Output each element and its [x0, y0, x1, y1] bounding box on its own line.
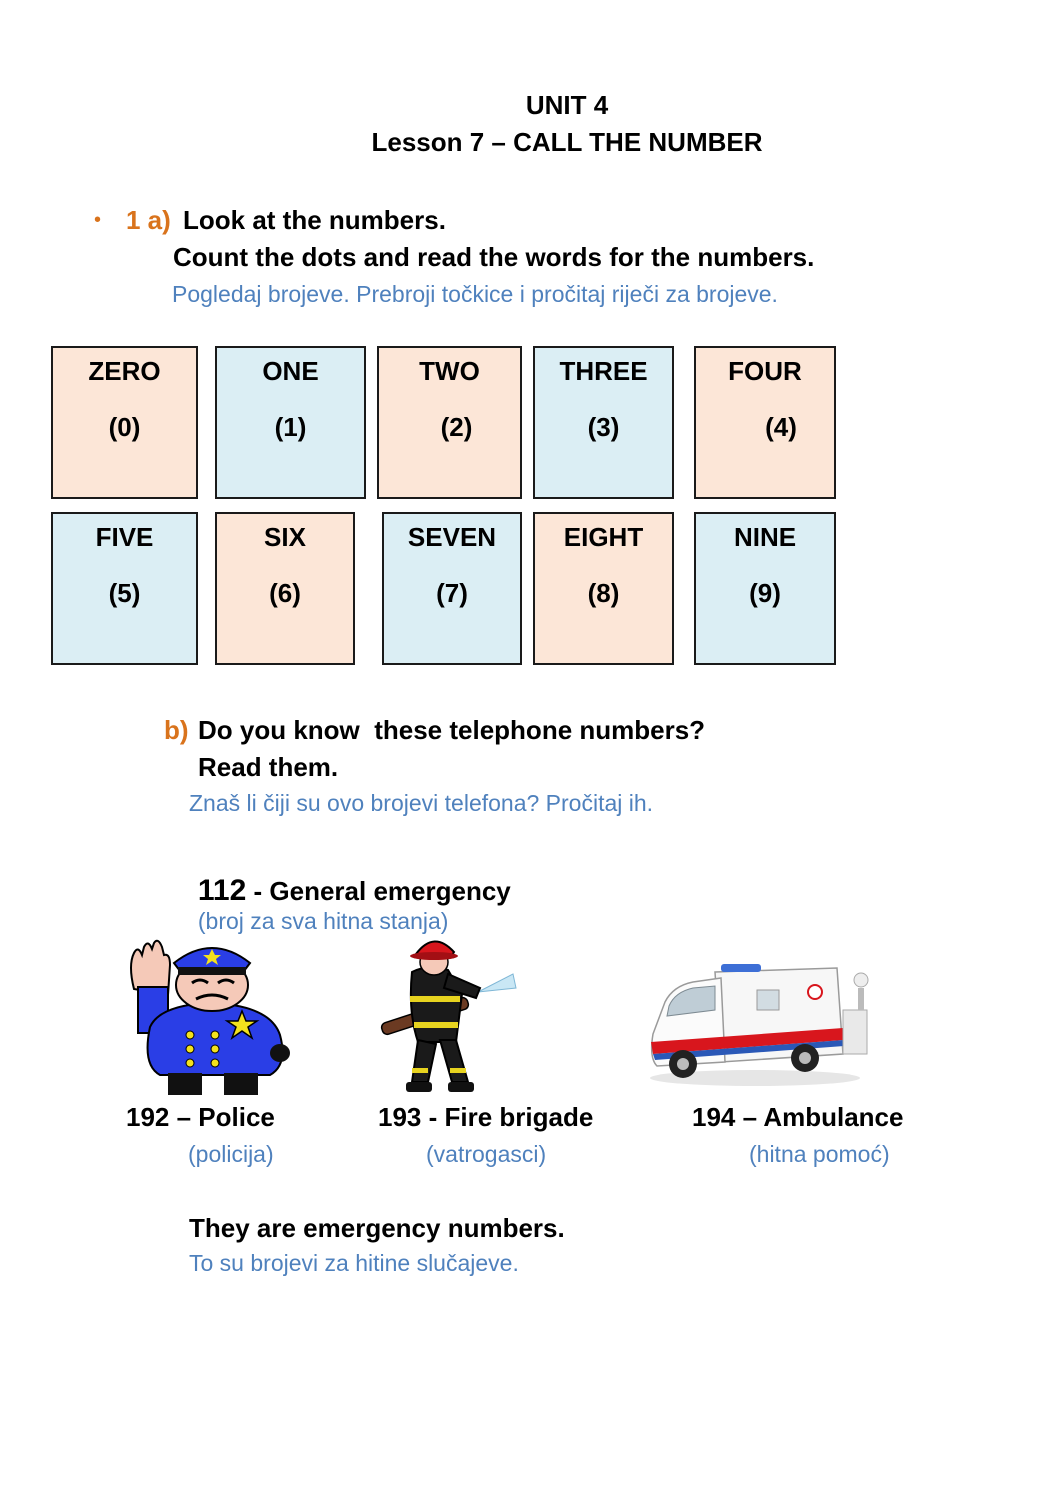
general-emergency-line [189, 856, 511, 935]
ambulance-caption: 194 – Ambulance [692, 1102, 904, 1132]
ambulance-translation: (hitna pomoć) [749, 1141, 890, 1167]
number-digit: (3) [587, 412, 620, 442]
number-card-eight [533, 512, 674, 665]
number-card-four [694, 346, 836, 499]
number-word: TWO [419, 356, 480, 386]
task-a-translation: Pogledaj brojeve. Prebroji točkice i pročitaj riječi za brojeve. [172, 281, 778, 307]
fire-brigade-translation: (vatrogasci) [426, 1141, 547, 1167]
unit-title: UNIT 4 [525, 90, 609, 120]
number-card-six [215, 512, 355, 665]
number-card-seven [382, 512, 522, 665]
number-card-one [215, 346, 366, 499]
number-card-three [533, 346, 674, 499]
police-caption: 192 – Police [126, 1102, 275, 1132]
number-digit: (6) [269, 578, 301, 608]
number-card-nine [694, 512, 836, 665]
number-card-two [377, 346, 522, 499]
number-word: ZERO [88, 356, 161, 386]
number-digit: (2) [440, 412, 473, 442]
police-translation: (policija) [188, 1141, 274, 1167]
number-digit: (4) [765, 412, 797, 442]
number-card-zero [51, 346, 198, 499]
general-emergency-label: - General emergency [246, 876, 511, 906]
number-digit: (1) [274, 412, 307, 442]
number-word: FOUR [728, 356, 802, 386]
number-word: NINE [733, 522, 797, 552]
task-a-line2: Count the dots and read the words for the numbers. [173, 242, 815, 272]
summary-line: They are emergency numbers. [189, 1213, 565, 1243]
number-word: EIGHT [563, 522, 644, 552]
lesson-title: Lesson 7 – CALL THE NUMBER [371, 127, 763, 157]
task-a-line1: Look at the numbers. [183, 205, 446, 235]
police-officer-icon [120, 935, 300, 1100]
summary-translation: To su brojevi za hitine slučajeve. [189, 1250, 519, 1276]
number-word: SIX [264, 522, 306, 552]
number-word: SEVEN [407, 522, 497, 552]
task-b-translation: Znaš li čiji su ovo brojevi telefona? Pročitaj ih. [189, 790, 654, 816]
ambulance-icon [645, 950, 880, 1090]
number-word: FIVE [95, 522, 154, 552]
general-emergency-number: 112 [197, 874, 247, 907]
bullet-icon: • [94, 209, 102, 231]
number-digit: (9) [749, 578, 781, 608]
task-a-label: 1 a) [126, 205, 171, 235]
number-card-five [51, 512, 198, 665]
number-digit: (5) [108, 578, 141, 608]
number-digit: (8) [587, 578, 620, 608]
firefighter-icon [378, 932, 523, 1097]
number-word: THREE [559, 356, 648, 386]
number-digit: (7) [436, 578, 468, 608]
general-emergency-translation: (broj za sva hitna stanja) [197, 908, 449, 934]
task-b-line2: Read them. [198, 752, 339, 782]
number-word: ONE [262, 356, 319, 386]
task-b-line1: Do you know these telephone numbers? [198, 715, 706, 745]
task-b-label: b) [164, 715, 189, 745]
number-digit: (0) [108, 412, 141, 442]
fire-brigade-caption: 193 - Fire brigade [378, 1102, 594, 1132]
